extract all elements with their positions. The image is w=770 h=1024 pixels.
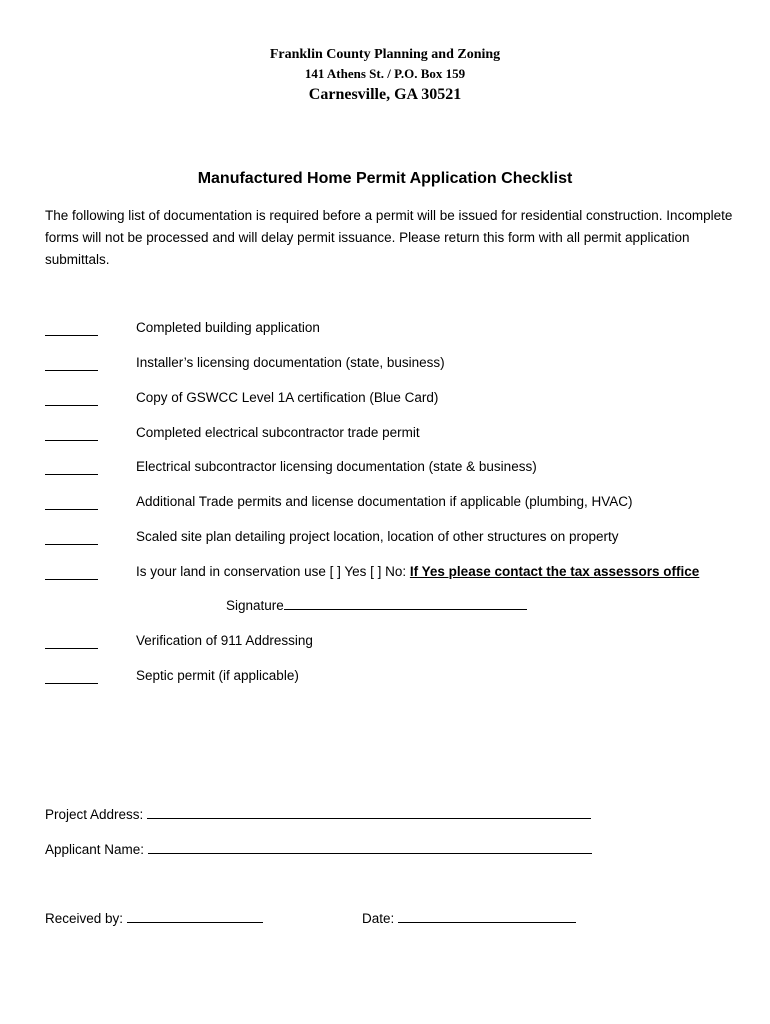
checklist-item-label: Installer’s licensing documentation (state, business) bbox=[136, 355, 445, 370]
received-by-row bbox=[45, 911, 263, 926]
checklist-item-label: Copy of GSWCC Level 1A certification (Blue Card) bbox=[136, 390, 439, 405]
received-by-field[interactable] bbox=[127, 921, 263, 923]
check-blank[interactable] bbox=[45, 509, 98, 510]
applicant-name-label: Applicant Name: bbox=[45, 842, 145, 857]
check-blank[interactable] bbox=[45, 370, 98, 371]
checklist-item bbox=[45, 390, 745, 412]
checklist-item bbox=[45, 459, 745, 481]
date-row bbox=[362, 911, 576, 926]
checklist-item-label bbox=[136, 564, 699, 579]
project-address-row bbox=[45, 807, 591, 822]
check-blank[interactable] bbox=[45, 474, 98, 475]
checklist-item-label: Septic permit (if applicable) bbox=[136, 668, 299, 683]
received-by-label: Received by: bbox=[45, 911, 124, 926]
applicant-name-field[interactable] bbox=[148, 852, 592, 854]
checklist-item bbox=[45, 633, 745, 655]
check-blank[interactable] bbox=[45, 648, 98, 649]
intro-paragraph: The following list of documentation is required before a permit will be issued for residential construction. Incomplete forms will not be processed and will delay permit issuance. Please return this form with all permit application submittals. bbox=[45, 208, 733, 267]
project-address-field[interactable] bbox=[147, 817, 591, 819]
date-field[interactable] bbox=[398, 921, 576, 923]
conservation-note: If Yes please contact the tax assessors office bbox=[409, 564, 700, 579]
checklist-item bbox=[45, 564, 745, 586]
checklist-item-label: Additional Trade permits and license documentation if applicable (plumbing, HVAC) bbox=[136, 494, 633, 509]
checklist-item-label: Scaled site plan detailing project location, location of other structures on property bbox=[136, 529, 619, 544]
signature-field[interactable] bbox=[284, 608, 527, 610]
org-address: 141 Athens St. / P.O. Box 159 bbox=[304, 66, 466, 81]
checklist-item-label: Completed electrical subcontractor trade permit bbox=[136, 425, 420, 440]
check-blank[interactable] bbox=[45, 335, 98, 336]
signature-row bbox=[226, 598, 527, 613]
check-blank[interactable] bbox=[45, 405, 98, 406]
checklist-item-label: Verification of 911 Addressing bbox=[136, 633, 313, 648]
document-title: Manufactured Home Permit Application Checklist bbox=[197, 170, 573, 187]
org-city: Carnesville, GA 30521 bbox=[308, 86, 462, 103]
applicant-name-row bbox=[45, 842, 592, 857]
checklist-item bbox=[45, 668, 745, 690]
org-name: Franklin County Planning and Zoning bbox=[269, 47, 501, 62]
checklist-item-label: Completed building application bbox=[136, 320, 320, 335]
check-blank[interactable] bbox=[45, 683, 98, 684]
check-blank[interactable] bbox=[45, 544, 98, 545]
checklist-item-label: Electrical subcontractor licensing documentation (state & business) bbox=[136, 459, 537, 474]
checklist-item bbox=[45, 425, 745, 447]
signature-label: Signature bbox=[226, 598, 284, 613]
check-blank[interactable] bbox=[45, 579, 98, 580]
date-label: Date: bbox=[362, 911, 395, 926]
check-blank[interactable] bbox=[45, 440, 98, 441]
checklist-item bbox=[45, 355, 745, 377]
conservation-question: Is your land in conservation use [ ] Yes [ ] No: bbox=[136, 564, 410, 579]
checklist-item bbox=[45, 494, 745, 516]
project-address-label: Project Address: bbox=[45, 807, 144, 822]
checklist-item bbox=[45, 529, 745, 551]
checklist-item bbox=[45, 320, 745, 342]
